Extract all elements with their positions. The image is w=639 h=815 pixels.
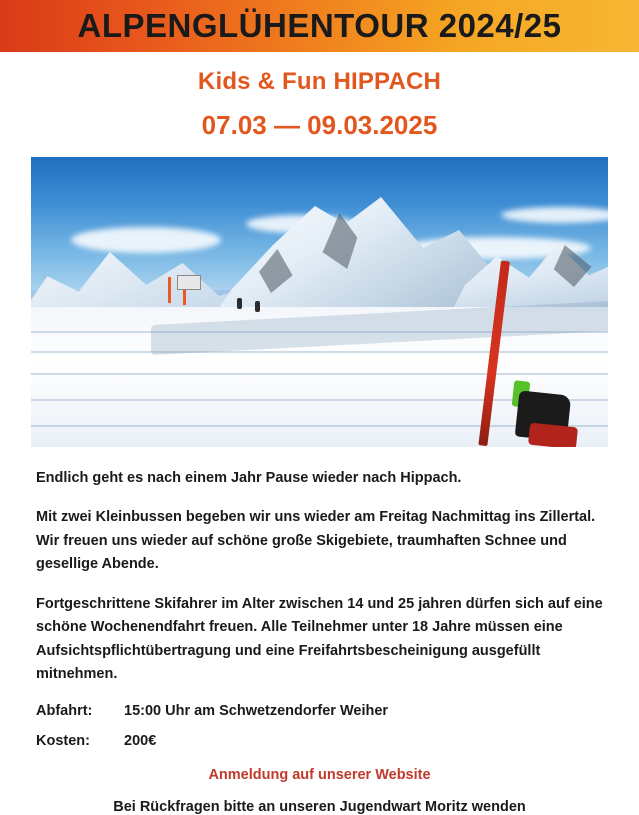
ski-slope-photo: [31, 157, 608, 447]
groomed-line: [31, 351, 608, 353]
event-subtitle: Kids & Fun HIPPACH: [197, 68, 442, 95]
cloud-shape: [71, 227, 221, 253]
event-dates: 07.03 — 09.03.2025: [201, 110, 438, 140]
detail-label: Kosten:: [36, 732, 90, 749]
piste-sign: [177, 275, 201, 290]
header-banner: [0, 0, 639, 52]
detail-value: 200€: [124, 732, 157, 749]
body-content: [0, 467, 639, 815]
detail-row-departure: [36, 703, 603, 719]
paragraph-requirements: Fortgeschrittene Skifahrer im Alter zwischen 14 und 25 jahren dürfen sich auf eine schöne Wochenendfahrt freuen. Alle Teilnehmer unter 18 Jahre müssen eine Aufsichtspflichtübertragung und eine Freifahrtsbescheinigung ausgefüllt mitnehmen.: [36, 595, 603, 683]
page-title: ALPENGLÜHENTOUR 2024/25: [77, 7, 562, 44]
skier-figure: [255, 301, 260, 312]
skier-figure: [237, 298, 242, 309]
detail-row-cost: [36, 733, 603, 749]
registration-note: Anmeldung auf unserer Website: [208, 766, 431, 783]
contact-note: Bei Rückfragen bitte an unseren Jugendwart Moritz wenden: [113, 798, 526, 815]
paragraph-intro: Endlich geht es nach einem Jahr Pause wieder nach Hippach.: [36, 470, 462, 486]
groomed-line: [31, 373, 608, 375]
detail-value: 15:00 Uhr am Schwetzendorfer Weiher: [124, 702, 389, 719]
paragraph-travel: Mit zwei Kleinbussen begeben wir uns wieder am Freitag Nachmittag ins Zillertal. Wir freuen uns wieder auf schöne große Skigebiete, traumhaften Schnee und gesellige Abende.: [36, 509, 596, 573]
piste-marker-pole: [168, 277, 171, 303]
detail-label: Abfahrt:: [36, 702, 93, 719]
ski-boot-sole: [528, 423, 578, 447]
